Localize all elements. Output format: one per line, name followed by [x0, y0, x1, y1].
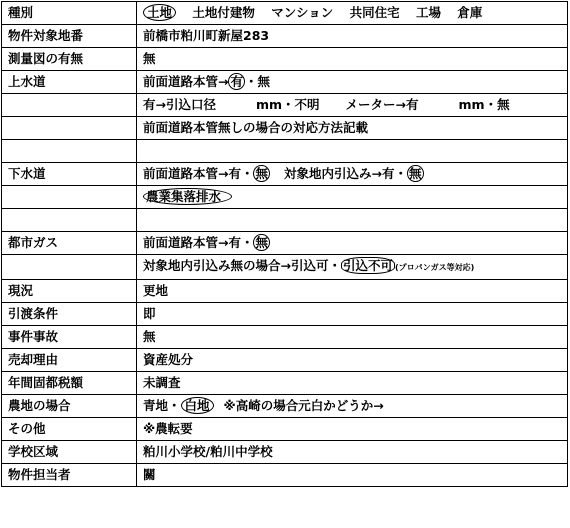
value-water-3: 前面道路本管無しの場合の対応方法記載 — [137, 117, 568, 140]
type-option-mansion: マンション — [271, 5, 334, 20]
label-staff: 物件担当者 — [2, 464, 137, 487]
label-water-3-empty — [2, 117, 137, 140]
label-type: 種別 — [2, 2, 137, 25]
label-tax: 年間固都税額 — [2, 372, 137, 395]
label-farmland: 農地の場合 — [2, 395, 137, 418]
sewer-intake-no: 無 — [408, 166, 422, 181]
sewer-main-no: 無 — [255, 166, 268, 181]
sewer-main: 前面道路本管→有・ — [143, 166, 254, 181]
water-intake-diameter: 有→引込口径 — [143, 97, 216, 112]
spacer-label-1 — [2, 140, 137, 163]
water-main-sep: ・ — [245, 74, 258, 89]
water-main-yes: 有 — [230, 74, 243, 89]
type-option-land: 土地 — [143, 4, 176, 21]
value-other: ※農転要 — [137, 418, 568, 441]
type-option-warehouse: 倉庫 — [457, 5, 483, 20]
value-gas-2 — [137, 255, 568, 280]
value-type — [137, 2, 568, 25]
property-info-table — [1, 1, 568, 487]
row-reason — [2, 349, 568, 372]
spacer-value-2 — [137, 209, 568, 232]
row-delivery — [2, 303, 568, 326]
row-water-2 — [2, 94, 568, 117]
row-gas-1 — [2, 232, 568, 255]
farmland-white: 白地 — [181, 397, 214, 414]
label-status: 現況 — [2, 280, 137, 303]
value-delivery: 即 — [137, 303, 568, 326]
label-other: その他 — [2, 418, 137, 441]
value-reason: 資産処分 — [137, 349, 568, 372]
gas-main-no: 無 — [255, 235, 268, 250]
row-sewer-1 — [2, 163, 568, 186]
farmland-sep: ・ — [168, 398, 181, 413]
sewer-agri-drainage: 農業集落排水 — [143, 188, 232, 205]
value-water-1 — [137, 71, 568, 94]
label-incident: 事件事故 — [2, 326, 137, 349]
row-incident — [2, 326, 568, 349]
water-meter-none: mm・無 — [458, 97, 510, 112]
label-gas: 都市ガス — [2, 232, 137, 255]
value-sewer-2 — [137, 186, 568, 209]
water-intake-unknown: mm・不明 — [255, 97, 320, 112]
sewer-intake: 対象地内引込み→有・ — [284, 166, 407, 181]
label-sewer: 下水道 — [2, 163, 137, 186]
water-main-no: 無 — [257, 74, 271, 89]
value-staff: 關 — [137, 464, 568, 487]
type-option-factory: 工場 — [415, 5, 441, 20]
farmland-blue: 青地 — [143, 398, 169, 413]
label-survey: 測量図の有無 — [2, 48, 137, 71]
row-farmland — [2, 395, 568, 418]
row-water-1 — [2, 71, 568, 94]
row-water-3 — [2, 117, 568, 140]
label-reason: 売却理由 — [2, 349, 137, 372]
value-gas-1 — [137, 232, 568, 255]
row-gas-2 — [2, 255, 568, 280]
spacer-label-2 — [2, 209, 137, 232]
label-sewer-2-empty — [2, 186, 137, 209]
gas-intake: 対象地内引込み無の場合→引込可・ — [143, 258, 341, 273]
type-option-land-building: 土地付建物 — [192, 5, 255, 20]
row-spacer-2 — [2, 209, 568, 232]
label-water-2-empty — [2, 94, 137, 117]
row-survey — [2, 48, 568, 71]
value-status: 更地 — [137, 280, 568, 303]
value-school: 粕川小学校/粕川中学校 — [137, 441, 568, 464]
value-address: 前橋市粕川町新屋283 — [137, 25, 568, 48]
row-spacer-1 — [2, 140, 568, 163]
gas-main: 前面道路本管→有・ — [143, 235, 254, 250]
water-main-prefix: 前面道路本管→ — [143, 74, 229, 89]
value-tax: 未調査 — [137, 372, 568, 395]
row-sewer-2 — [2, 186, 568, 209]
label-water: 上水道 — [2, 71, 137, 94]
row-tax — [2, 372, 568, 395]
label-address: 物件対象地番 — [2, 25, 137, 48]
row-type — [2, 2, 568, 25]
type-option-apartment: 共同住宅 — [349, 5, 400, 20]
farmland-note: ※高崎の場合元白かどうか→ — [223, 398, 384, 413]
row-address — [2, 25, 568, 48]
gas-intake-not-possible: 引込不可 — [342, 258, 393, 273]
spacer-value-1 — [137, 140, 568, 163]
row-status — [2, 280, 568, 303]
value-water-2 — [137, 94, 568, 117]
gas-propane-note: (プロパンガス等対応) — [395, 263, 475, 272]
row-school — [2, 441, 568, 464]
row-other — [2, 418, 568, 441]
label-school: 学校区域 — [2, 441, 137, 464]
label-delivery: 引渡条件 — [2, 303, 137, 326]
value-farmland — [137, 395, 568, 418]
label-gas-2-empty — [2, 255, 137, 280]
value-sewer-1 — [137, 163, 568, 186]
value-survey: 無 — [137, 48, 568, 71]
water-meter: メーター→有 — [345, 97, 419, 112]
value-incident: 無 — [137, 326, 568, 349]
row-staff — [2, 464, 568, 487]
